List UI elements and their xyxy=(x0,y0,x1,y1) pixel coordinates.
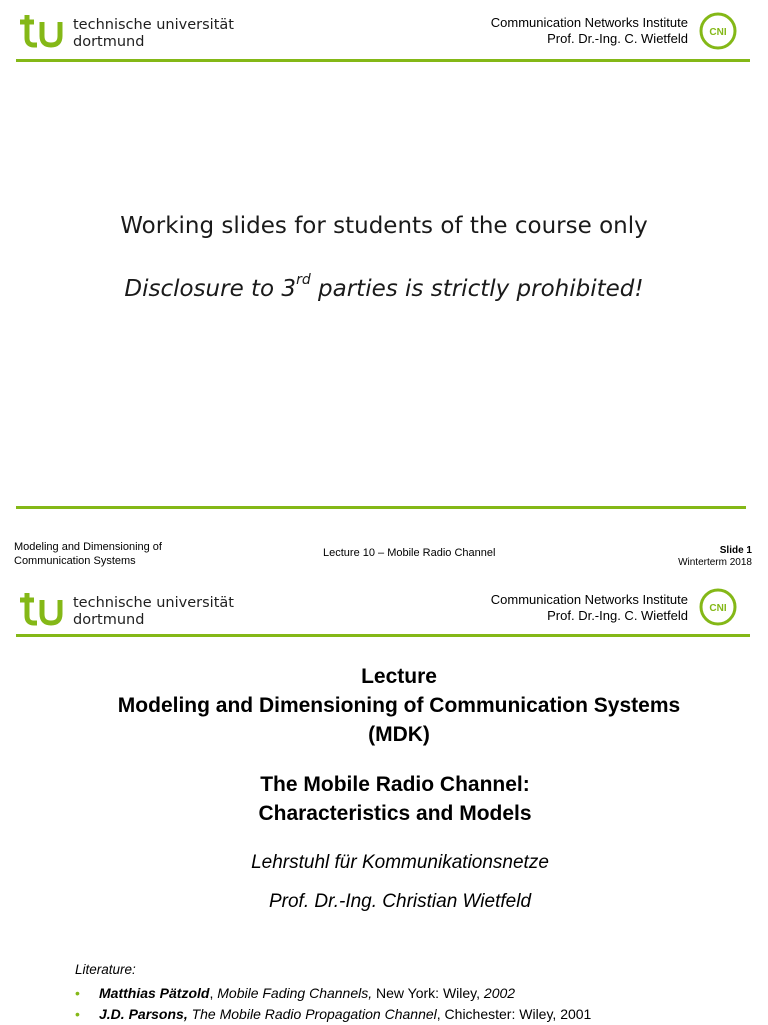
lecture-subtitle: The Mobile Radio Channel: Characteristics and Models xyxy=(258,773,532,825)
lecture-title: Lecture Modeling and Dimensioning of Communication Systems (MDK) xyxy=(117,665,681,746)
bullet-icon: • xyxy=(75,985,80,1001)
literature-list xyxy=(75,983,591,1025)
university-name: technische universität dortmund xyxy=(73,595,234,628)
literature-item: • Matthias Pätzold, Mobile Fading Channels, New York: Wiley, 2002 xyxy=(75,983,591,1004)
notice-line-1: Working slides for students of the course only xyxy=(120,213,648,239)
professor-name: Prof. Dr.-Ing. C. Wietfeld xyxy=(547,31,688,46)
institute-name: Communication Networks Institute xyxy=(490,15,688,30)
footer-lecture: Lecture 10 – Mobile Radio Channel xyxy=(323,547,496,559)
term: Winterterm 2018 xyxy=(678,557,752,568)
literature-heading: Literature: xyxy=(75,962,136,977)
notice-line-2: Disclosure to 3rd parties is strictly prohibited! xyxy=(124,272,644,302)
svg-text:CNI: CNI xyxy=(709,27,727,38)
literature-item: • J.D. Parsons, The Mobile Radio Propagation Channel, Chichester: Wiley, 2001 xyxy=(75,1004,591,1025)
chair-name: Lehrstuhl für Kommunikationsnetze xyxy=(251,852,549,873)
cni-logo-icon xyxy=(698,587,738,627)
slide-number: Slide 1 xyxy=(719,545,752,556)
institute-block xyxy=(491,592,688,624)
professor-name: Prof. Dr.-Ing. C. Wietfeld xyxy=(547,608,688,623)
university-name: technische universität dortmund xyxy=(73,17,234,50)
footer-course: Modeling and Dimensioning of Communication Systems xyxy=(14,541,162,567)
bullet-icon: • xyxy=(75,1006,80,1022)
professor-fullname: Prof. Dr.-Ing. Christian Wietfeld xyxy=(268,891,532,912)
tu-logo-icon xyxy=(16,590,64,630)
header-rule xyxy=(16,634,750,637)
institute-name: Communication Networks Institute xyxy=(490,592,688,607)
svg-text:CNI: CNI xyxy=(709,603,727,614)
